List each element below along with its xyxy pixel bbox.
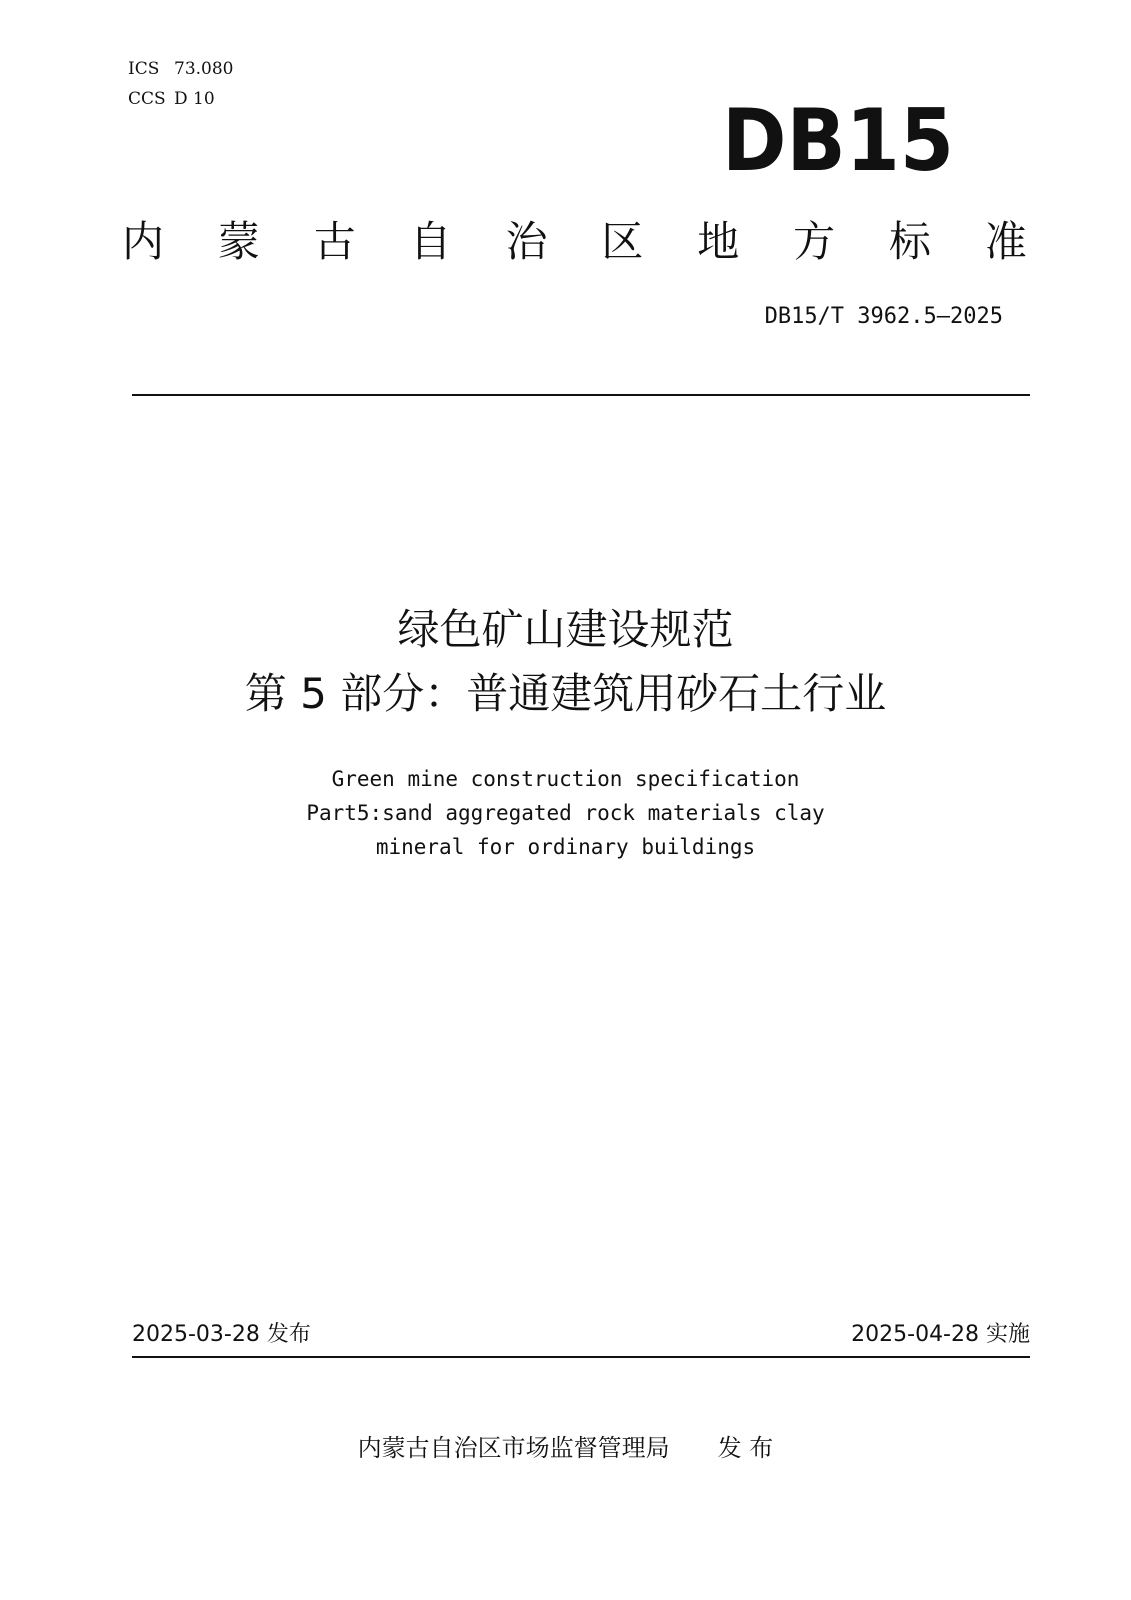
region-title-char: 方 [793,217,836,266]
issue-date: 2025-03-28 发布 [132,1322,311,1347]
region-title-char: 治 [505,217,548,266]
publisher-line [0,1428,1131,1468]
chinese-title [0,598,1131,726]
publish-action: 发 布 [717,1434,774,1462]
region-standard-title [122,212,1027,272]
ccs-label: CCS [128,89,166,109]
region-title-char: 标 [889,217,932,266]
ics-label: ICS [128,59,160,79]
db15-logo [722,88,962,191]
english-title [0,762,1131,864]
region-title-char: 内 [122,217,165,266]
region-title-char: 古 [313,217,356,266]
english-title-line-3: mineral for ordinary buildings [375,835,756,859]
classification-codes [128,54,233,114]
top-divider [132,394,1030,396]
chinese-title-line-1: 绿色矿山建设规范 [397,605,734,654]
ccs-value: D 10 [174,89,215,109]
ics-code-line [128,54,233,84]
region-title-char: 准 [984,217,1027,266]
ccs-code-line [128,84,233,114]
english-title-line-1: Green mine construction specification [331,767,800,791]
ics-value: 73.080 [174,59,234,79]
standard-number: DB15/T 3962.5—2025 [764,304,1003,329]
publisher-name: 内蒙古自治区市场监督管理局 [357,1434,670,1462]
region-title-char: 蒙 [217,217,260,266]
chinese-title-line-2: 第 5 部分：普通建筑用砂石土行业 [244,669,887,718]
bottom-divider [132,1356,1030,1358]
region-title-char: 区 [601,217,644,266]
db15-logo-text: DB15 [722,91,954,191]
implementation-date: 2025-04-28 实施 [851,1322,1030,1347]
region-title-char: 地 [697,217,740,266]
region-title-char: 自 [409,217,452,266]
english-title-line-2: Part5:sand aggregated rock materials clay [306,801,825,825]
